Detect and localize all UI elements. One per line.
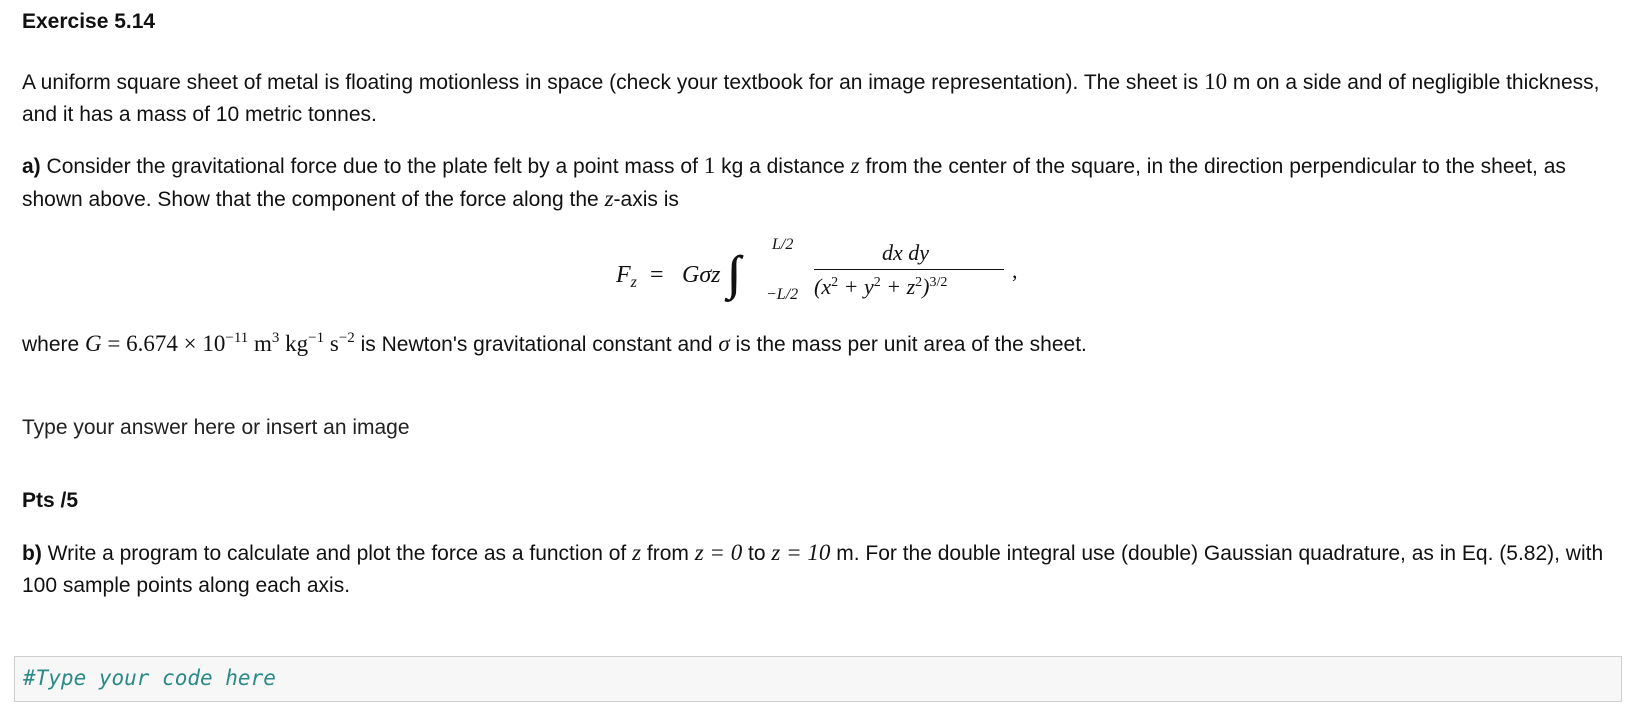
range-start: z = 0 xyxy=(694,540,743,565)
part-b-text-a: Write a program to calculate and plot the force as a function of xyxy=(41,542,633,565)
equation-numerator: dx dy xyxy=(882,240,930,265)
code-placeholder[interactable]: #Type your code here xyxy=(23,666,276,690)
equation-denominator: $(x^2 + y^2 + z^2)^{3/2}$ xyxy=(814,274,948,299)
fraction-bar xyxy=(814,269,1004,270)
part-a-text-c: from the center of the square, in the direction perpendicular to the sheet, as shown above. Show that the component of the force along the xyxy=(22,155,1566,211)
constant-text-a: is Newton's gravitational constant and xyxy=(354,333,719,356)
part-b-label: b) xyxy=(22,542,42,565)
part-a-text-b: kg a distance xyxy=(715,155,851,178)
answer-prompt[interactable]: Type your answer here or insert an image xyxy=(22,416,410,439)
equation-equals: = xyxy=(650,262,664,288)
integral-lower-limit: −L/2 xyxy=(766,286,799,303)
constant-text-b: is the mass per unit area of the sheet. xyxy=(729,333,1087,356)
integral-upper-limit: L/2 xyxy=(772,236,794,253)
points-label: Pts /5 xyxy=(22,489,79,512)
range-end: z = 10 xyxy=(771,540,831,565)
part-a-text-a: Consider the gravitational force due to the plate felt by a point mass of xyxy=(40,155,704,178)
equation-comma: , xyxy=(1012,258,1018,283)
part-a-label: a) xyxy=(22,155,41,178)
exercise-title: Exercise 5.14 xyxy=(22,10,156,33)
z-variable: z xyxy=(850,153,860,178)
equation-factor: Gσz xyxy=(682,262,721,288)
intro-text-b: m on a side and of negligible thickness, and it has a mass of 10 metric tonnes. xyxy=(22,71,1600,126)
equation-lhs: $F_z$ xyxy=(616,262,637,291)
intro-text-a: A uniform square sheet of metal is floating motionless in space (check your textbook for an image representation). The sheet is xyxy=(22,71,1205,94)
part-b-paragraph xyxy=(22,537,1612,602)
part-a-text-d: -axis is xyxy=(613,188,679,211)
constant-where: where xyxy=(22,333,86,356)
force-equation xyxy=(616,236,1036,308)
mass-value: 1 xyxy=(703,153,716,178)
constant-value: = $6.674 \times 10^{-11}$ $m^3$ $kg^{-1}$ $s^{-2}$ xyxy=(101,330,355,356)
constant-paragraph xyxy=(22,322,1602,361)
part-b-text-c: to xyxy=(742,542,772,565)
code-cell[interactable] xyxy=(14,656,1622,702)
part-b-text-d: m. For the double integral use (double) Gaussian quadrature, as in Eq. (5.82), with 100 sample points along each axis. xyxy=(22,542,1604,597)
sigma-symbol: σ xyxy=(718,331,730,356)
part-b-text-b: from xyxy=(641,542,695,565)
side-value: 10 xyxy=(1204,69,1228,94)
part-a-paragraph xyxy=(22,150,1612,216)
z-variable-b: z xyxy=(632,540,642,565)
intro-paragraph xyxy=(22,66,1602,131)
z-variable-axis: z xyxy=(604,186,614,211)
constant-G: G xyxy=(85,331,102,356)
